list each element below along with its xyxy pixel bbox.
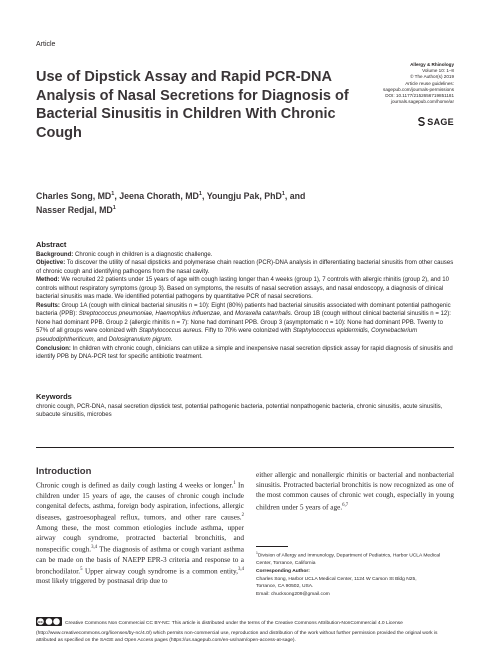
affiliation-footnote	[256, 550, 454, 599]
abstract-section	[36, 241, 456, 362]
author-name: Charles Song, MD	[36, 190, 112, 201]
affiliation-dept: $^1$Division of Allergy and Immunology, Department of Pediatrics, Harbor UCLA Medical Center, Torrance, California	[256, 551, 441, 567]
keywords-text: chronic cough, PCR-DNA, nasal secretion dipstick test, potential pathogenic bacteria, potential nonpathogenic bacteria, chronic sinusitis, acute sinusitis, subacute sinusitis, microbes	[36, 403, 443, 419]
keywords-heading: Keywords	[36, 392, 72, 401]
section-divider	[36, 447, 454, 448]
copyright: © The Author(s) 2019	[410, 74, 454, 80]
svg-text:cc: cc	[38, 619, 43, 625]
abstract-results: Results: Group 1A (cough with clinical bacterial sinusitis n = 10): Eight (80%) patients had bacterial sinusitis associated with dominant potential pathogenic bacteria (PPB): Streptococcus pneumoniae, Haemophilus influenzae, and Moraxella catarrhalis. Group 1B (cough without clinical bacterial sinusitis n = 12): None had dominant PPB. Group 2 (allergic rhinitis n = 7): None had dominant PPB. Group 3 (asymptomatic n = 10): None had dominant PPB. Twenty to 57% of all groups were colonized with Staphylococcus aureus. Fifty to 70% were colonized with Staphylococcus epidermidis, Corynebacterium pseudodiphtheriticum, and Dolosigranulum pigrum.	[36, 302, 451, 344]
keywords-section	[36, 393, 456, 420]
corresponding-author-city: Torrance, CA 90502, USA.	[256, 584, 314, 590]
abstract-method: Method: We recruited 22 patients under 15 years of age with cough lasting longer than 4 weeks (group 1), 7 controls with allergic rhinitis (group 2), and 10 controls without respiratory symptoms (group 3). Based on symptoms, the results of nasal secretion assays, and nasal endoscopy, a diagnosis of clinical bacterial sinusitis was made. We identified potential pathogens by quantitative PCR of nasal secretions.	[36, 277, 449, 301]
corresponding-author-address: Charles Song, Harbor UCLA Medical Center, 1124 W Carson St Bldg N25,	[256, 576, 417, 582]
journal-volume: Volume 10: 1–8	[422, 68, 454, 74]
cc-license-icon	[36, 617, 62, 630]
journal-name: Allergy & Rhinology	[410, 62, 454, 67]
corresponding-author-email[interactable]: Email: chucksong209@gmail.com	[256, 592, 330, 598]
license-footer	[36, 617, 454, 645]
abstract-conclusion: Conclusion: In children with chronic cough, clinicians can utilize a simple and inexpensive nasal secretion dipstick assay for rapid diagnosis of sinusitis and identify PPB by DNA-PCR test for specific antibiotic treatment.	[36, 345, 453, 361]
corresponding-author-label: Corresponding Author:	[256, 569, 310, 575]
publisher-logo	[417, 117, 454, 127]
doi[interactable]: DOI: 10.1177/2152656719851181	[385, 93, 454, 99]
reuse-guidelines: Article reuse guidelines:	[405, 80, 454, 86]
footnote-divider	[256, 546, 288, 547]
abstract-heading: Abstract	[36, 240, 67, 249]
author-list: Charles Song, $MD^1$, Jeena Chorath, $MD^1$, Youngju Pak, PhD$^1$, and Nasser Redjal, $MD^1$	[36, 190, 306, 216]
author-name: , Youngju Pak, PhD	[201, 190, 282, 201]
author-name: Nasser Redjal, MD	[36, 205, 113, 216]
article-type-label: Article	[36, 41, 56, 48]
sage-logo-icon	[417, 117, 426, 126]
intro-paragraph-right: either allergic and nonallergic rhinitis or bacterial and nonbacterial sinusitis. Protracted bacterial bronchitis is now recognized as one of the most common causes of chronic wet cough, especially in young children under 5 years of age.$^{6,7}$	[256, 471, 454, 512]
abstract-background: Background: Chronic cough in children is a diagnostic challenge.	[36, 251, 213, 258]
intro-heading: Introduction	[36, 466, 92, 477]
license-text: Creative Commons Non Commercial CC BY-NC: This article is distributed under the terms of the Creative Commons Attribution-NonCommercial 4.0 License (http://www.creativecommons.org/licenses/by-nc/4.0/) which permits non-commercial use, reproduction and distribution of the work without further permission provided the original work is attributed as specified on the SAGE and Open Access pages (https://us.sagepub.com/en-us/nam/open-access-at-sage).	[36, 621, 438, 643]
author-name: , Jeena Chorath, MD	[114, 190, 199, 201]
publisher-name: SAGE	[427, 117, 454, 127]
journal-meta	[334, 62, 454, 105]
abstract-objective: Objective: To discover the utility of nasal dipsticks and polymerase chain reaction (PCR)-DNA analysis in differentiating bacterial sinusitis from other causes of chronic cough and identifying pathogens from the nasal cavity.	[36, 260, 454, 275]
article-title: Use of Dipstick Assay and Rapid PCR-DNA Analysis of Nasal Secretions for Diagnosis of Bacterial Sinusitis in Children With Chronic Cough	[36, 69, 349, 141]
intro-paragraph-left: Chronic cough is defined as daily cough lasting 4 weeks or longer.$^1$ In children under 15 years of age, the causes of chronic cough include congenital defects, asthma, foreign body aspiration, infections, allergic diseases, gastroesophageal reflux, tumors, and other rare causes.$^2$ Among these, the most common etiologies include asthma, upper airway cough syndrome, protracted bacterial bronchitis, and nonspecific cough.$^{3,4}$ The diagnosis of asthma or cough variant asthma can be made on the basis of NAEPP EPR-3 criteria and response to a bronchodilator.$^5$ Upper airway cough syndrome is a common entity,$^{3,4}$ most likely triggered by postnasal drip due to	[36, 481, 245, 586]
journal-home-link[interactable]: journals.sagepub.com/home/ar	[390, 99, 454, 105]
permissions-link[interactable]: sagepub.com/journals-permissions	[383, 86, 454, 92]
